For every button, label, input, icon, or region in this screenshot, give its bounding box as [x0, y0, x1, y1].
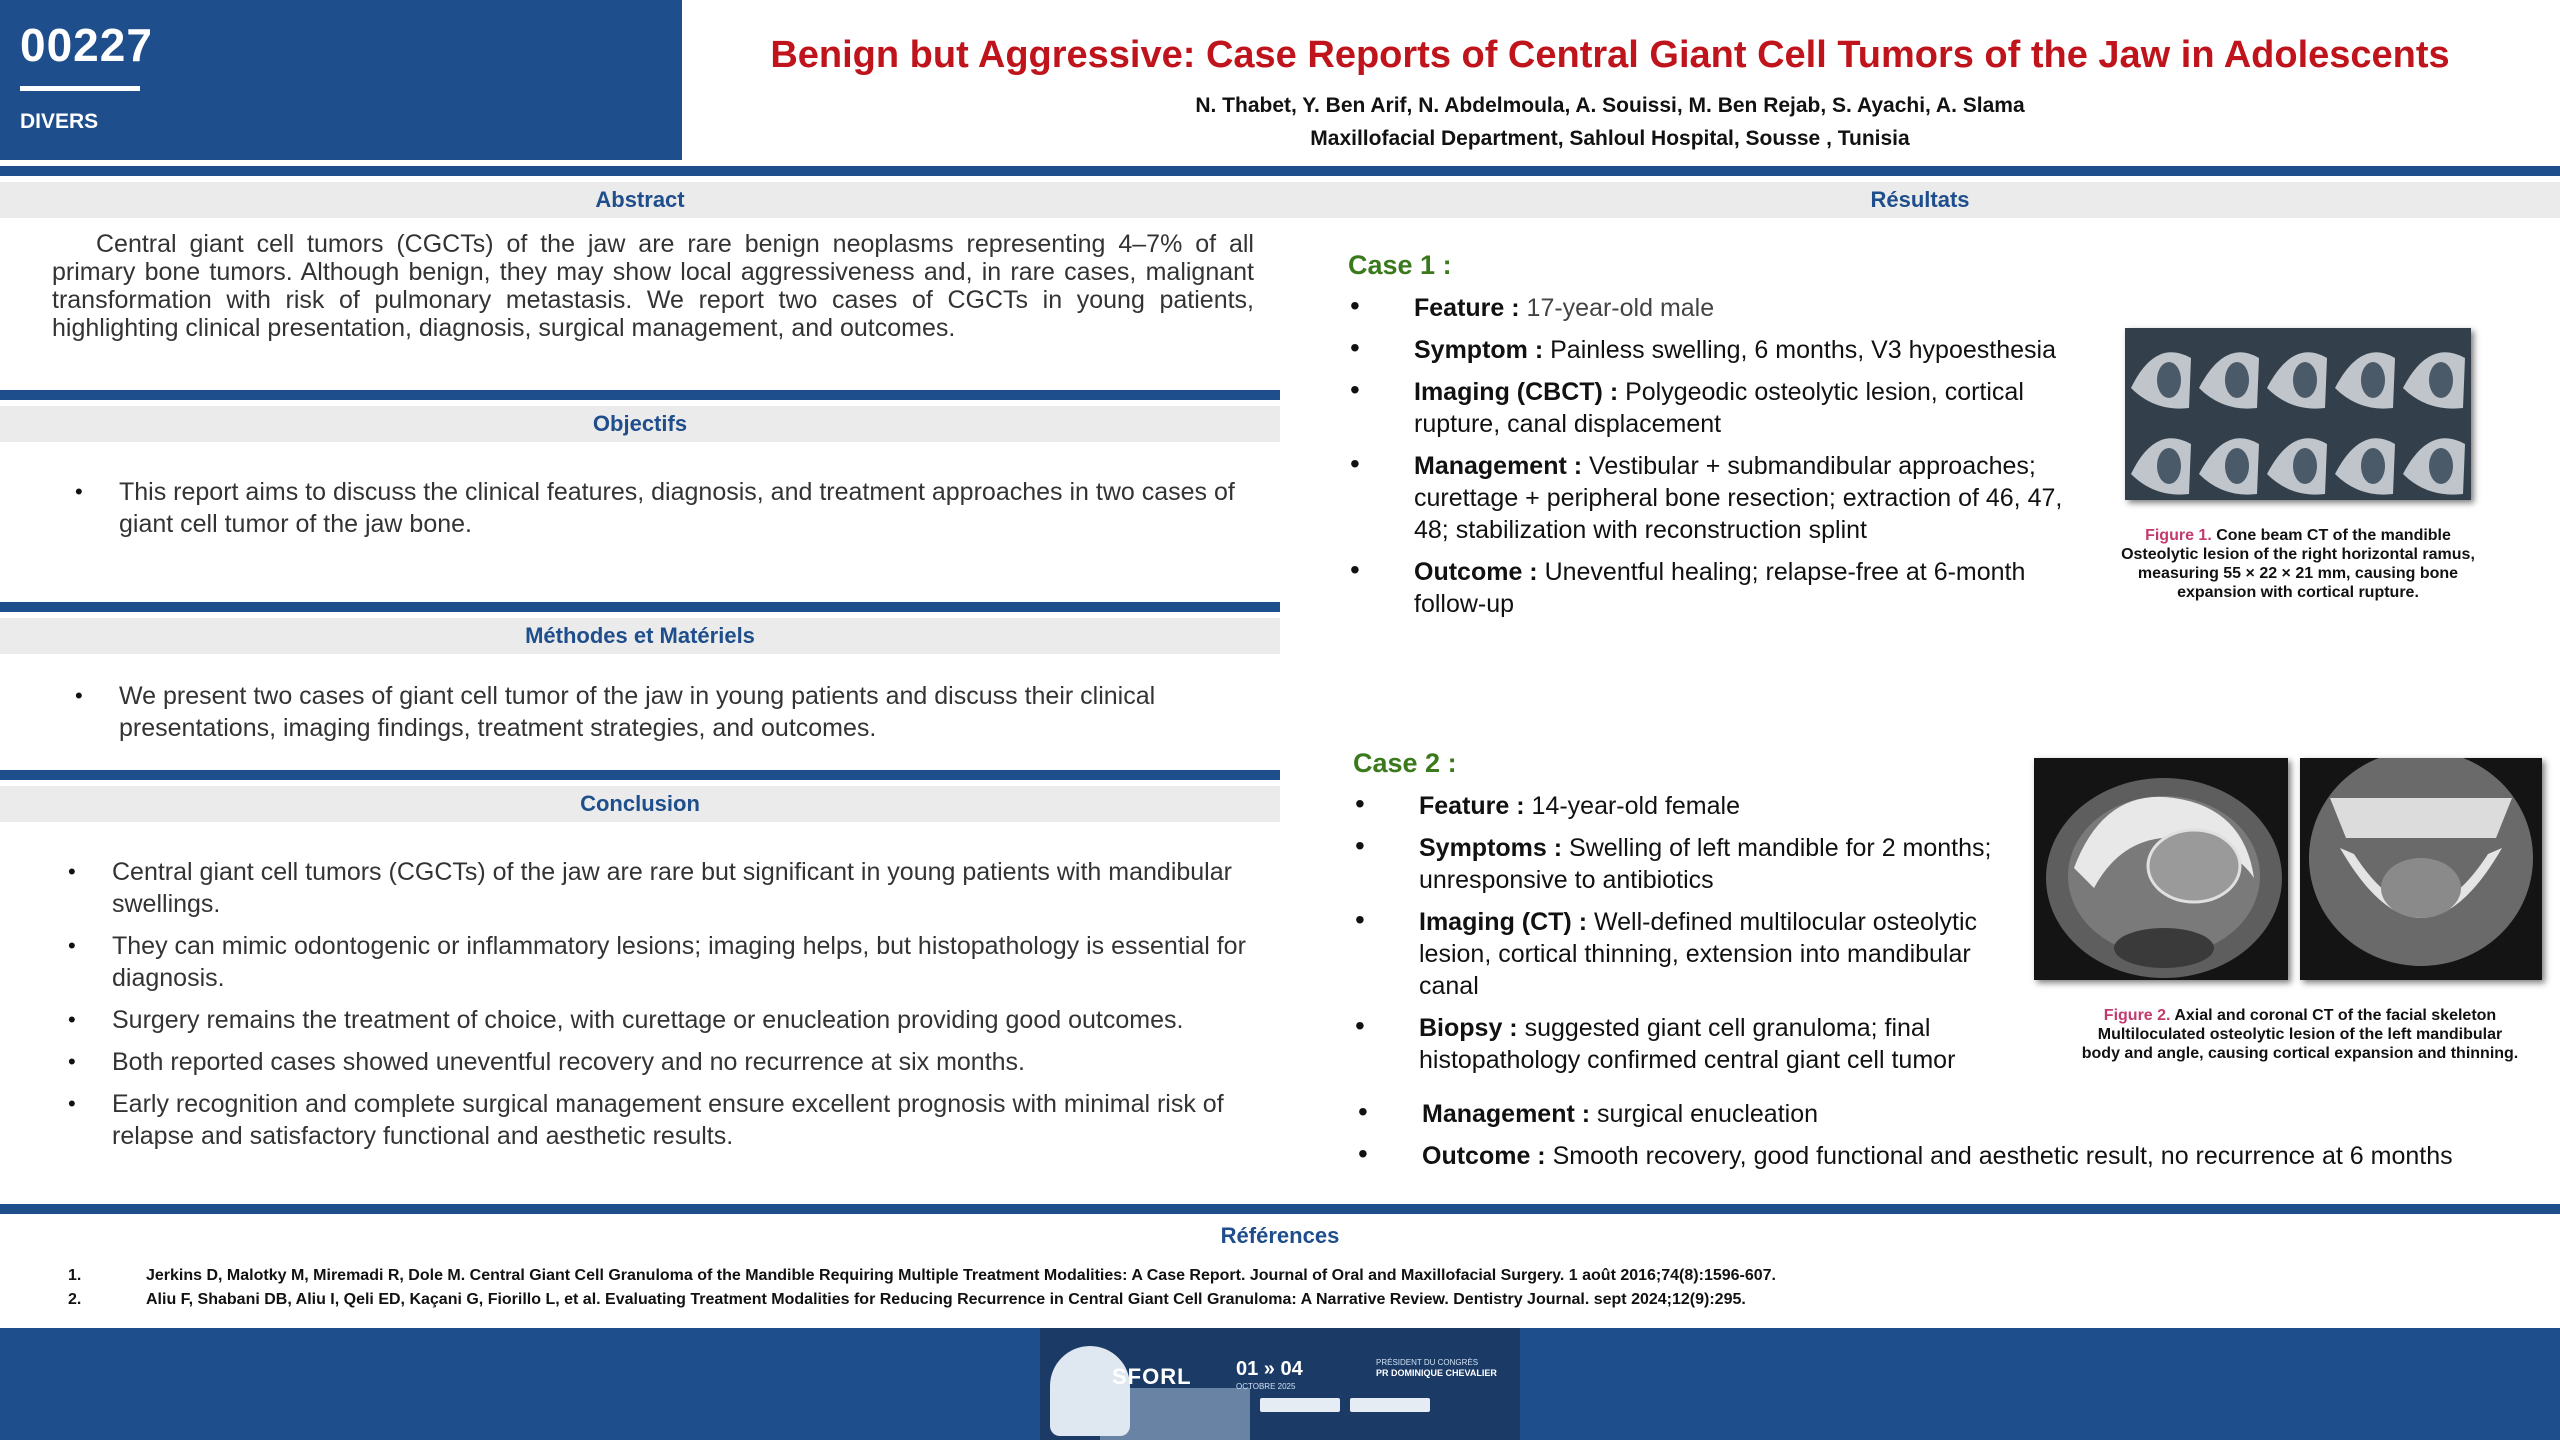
bullet-icon: •	[1355, 830, 1365, 861]
list-item: • Symptom : Painless swelling, 6 months, V3 hypoesthesia	[1350, 332, 2056, 364]
list-item: • Management : surgical enucleation	[1358, 1096, 1819, 1128]
methodes-list	[55, 680, 1255, 754]
figure-2-caption: Figure 2. Axial and coronal CT of the facial skeleton Multiloculated osteolytic lesion of the left mandibular body and angle, causing cortical expansion and thinning.	[2081, 1007, 2519, 1062]
congress-dates: 01 » 04	[1236, 1358, 1303, 1380]
list-item: • Surgery remains the treatment of choice, with curettage or enucleation providing good outcomes.	[68, 1006, 1184, 1034]
bullet-icon: •	[1355, 904, 1365, 935]
reference-item: 2. Aliu F, Shabani DB, Aliu I, Qeli ED, Kaçani G, Fiorillo L, et al. Evaluating Treatment Modalities for Reducing Recurrence in Central Giant Cell Granuloma: A Narrative Review. Dentistry Journal. sept 2024;12(9):295.	[68, 1291, 1746, 1308]
figure-1-label: Figure 1.	[2145, 527, 2212, 544]
bullet-icon: •	[68, 1091, 76, 1116]
resultats-heading: Résultats	[1280, 182, 2560, 218]
head-profile-illustration	[1050, 1346, 1130, 1436]
case1-list	[1348, 292, 2078, 630]
case2-title: Case 2 :	[1353, 748, 1457, 778]
list-item: • We present two cases of giant cell tumor of the jaw in young patients and discuss their clinical presentations, imaging findings, treatment strategies, and outcomes.	[75, 682, 1156, 742]
list-item: • They can mimic odontogenic or inflammatory lesions; imaging helps, but histopathology is essential for diagnosis.	[68, 932, 1246, 992]
list-item: • Early recognition and complete surgical management ensure excellent prognosis with minimal risk of relapse and satisfactory functional and aesthetic results.	[68, 1090, 1224, 1150]
header-divider	[0, 166, 2560, 176]
list-item: • Feature : 17-year-old male	[1350, 290, 1715, 322]
bullet-icon: •	[1350, 554, 1360, 585]
bullet-icon: •	[68, 1007, 76, 1032]
congress-banner	[1040, 1328, 1520, 1440]
list-item: • Imaging (CBCT) : Polygeodic osteolytic lesion, cortical rupture, canal displacement	[1350, 374, 2024, 438]
congress-logo: SFORL	[1112, 1364, 1192, 1389]
figure-1-caption: Figure 1. Cone beam CT of the mandible Osteolytic lesion of the right horizontal ramus, measuring 55 × 22 × 21 mm, causing bone expansion with cortical rupture.	[2121, 527, 2475, 601]
poster-id: 00227	[20, 19, 153, 71]
axial-ct	[2034, 758, 2288, 980]
poster-category: DIVERS	[20, 110, 99, 133]
list-item: • Outcome : Smooth recovery, good functional and aesthetic result, no recurrence at 6 months	[1358, 1138, 2453, 1170]
list-item: • Feature : 14-year-old female	[1355, 788, 1740, 820]
president-label: PRÉSIDENT DU CONGRÈS	[1376, 1358, 1479, 1367]
bullet-icon: •	[1358, 1096, 1368, 1127]
cbct-montage	[2125, 328, 2471, 500]
bullet-icon: •	[1355, 1010, 1365, 1041]
list-item: • Both reported cases showed uneventful recovery and no recurrence at six months.	[68, 1048, 1026, 1076]
bullet-icon: •	[1350, 332, 1360, 363]
abstract-text: Central giant cell tumors (CGCTs) of the jaw are rare benign neoplasms representing 4–7% of all primary bone tumors. Although benign, they may show local aggressiveness and, in rare cases, malignant transformation with risk of pulmonary metastasis. We report two cases of CGCTs in young patients, highlighting clinical presentation, diagnosis, surgical management, and outcomes.	[52, 230, 1254, 342]
bullet-icon: •	[1350, 290, 1360, 321]
list-item: • Imaging (CT) : Well-defined multilocular osteolytic lesion, cortical thinning, extension into mandibular canal	[1355, 904, 1978, 1000]
conclusion-list	[48, 856, 1278, 1162]
president-name: PR DOMINIQUE CHEVALIER	[1376, 1368, 1497, 1378]
references-heading: Références	[0, 1218, 2560, 1254]
bullet-icon: •	[75, 683, 83, 708]
list-item: • This report aims to discuss the clinical features, diagnosis, and treatment approaches in two cases of giant cell tumor of the jaw bone.	[75, 478, 1235, 538]
methodes-heading: Méthodes et Matériels	[0, 618, 1280, 654]
congress-month: OCTOBRE 2025	[1236, 1382, 1296, 1391]
case2-list	[1353, 790, 2025, 1086]
objectifs-list	[55, 476, 1235, 550]
section-divider	[0, 602, 1280, 612]
bullet-icon: •	[68, 933, 76, 958]
bullet-icon: •	[75, 479, 83, 504]
bullet-icon: •	[1350, 374, 1360, 405]
bullet-icon: •	[1358, 1138, 1368, 1169]
list-item: • Management : Vestibular + submandibular approaches; curettage + peripheral bone resection; extraction of 46, 47, 48; stabilization with reconstruction splint	[1350, 448, 2063, 544]
reference-item: 1. Jerkins D, Malotky M, Miremadi R, Dole M. Central Giant Cell Granuloma of the Mandible Requiring Multiple Treatment Modalities: A Case Report. Journal of Oral and Maxillofacial Surgery. 1 août 2016;74(8):1596-607.	[68, 1267, 1776, 1284]
list-item: • Outcome : Uneventful healing; relapse-free at 6-month follow-up	[1350, 554, 2026, 618]
objectifs-heading: Objectifs	[0, 406, 1280, 442]
bullet-icon: •	[1350, 448, 1360, 479]
references-divider	[0, 1204, 2560, 1214]
figure-2-label: Figure 2.	[2103, 1007, 2171, 1024]
list-item: • Biopsy : suggested giant cell granuloma; final histopathology confirmed central giant cell tumor	[1355, 1010, 1956, 1074]
bullet-icon: •	[68, 859, 76, 884]
bullet-icon: •	[1355, 788, 1365, 819]
case1-title: Case 1 :	[1348, 250, 1452, 280]
coronal-ct	[2300, 758, 2542, 980]
bullet-icon: •	[68, 1049, 76, 1074]
figure-1-image	[2125, 328, 2471, 500]
conclusion-heading: Conclusion	[0, 786, 1280, 822]
poster-title: Benign but Aggressive: Case Reports of Central Giant Cell Tumors of the Jaw in Adolescents	[770, 34, 2450, 76]
figure-2-coronal-image	[2300, 758, 2542, 980]
sponsor-logo	[1350, 1398, 1430, 1412]
id-underline	[20, 86, 140, 91]
case2-wide-list	[1356, 1098, 2546, 1182]
sponsor-logo	[1260, 1398, 1340, 1412]
abstract-heading: Abstract	[0, 182, 1280, 218]
poster-id-block	[0, 0, 682, 160]
poster-affiliation: Maxillofacial Department, Sahloul Hospital, Sousse , Tunisia	[1310, 127, 1910, 150]
references-list	[0, 1264, 2560, 1312]
figure-2-axial-image	[2034, 758, 2288, 980]
poster-authors: N. Thabet, Y. Ben Arif, N. Abdelmoula, A. Souissi, M. Ben Rejab, S. Ayachi, A. Slama	[1195, 94, 2025, 117]
list-item: • Symptoms : Swelling of left mandible for 2 months; unresponsive to antibiotics	[1355, 830, 1992, 894]
list-item: • Central giant cell tumors (CGCTs) of the jaw are rare but significant in young patients with mandibular swellings.	[68, 858, 1232, 918]
section-divider	[0, 770, 1280, 780]
section-divider	[0, 390, 1280, 400]
